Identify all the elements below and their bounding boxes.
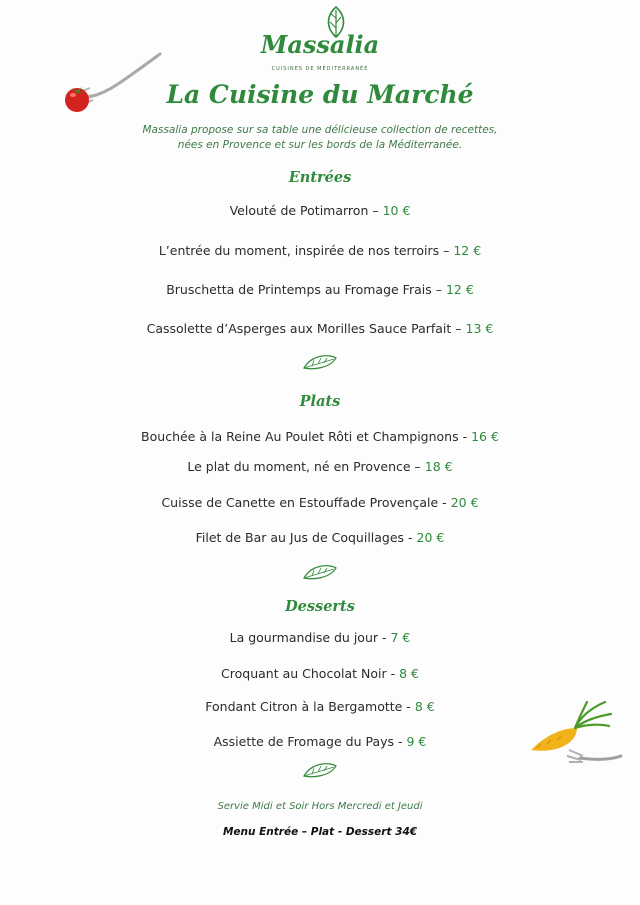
menu-item <box>0 630 640 645</box>
item-price: 13 € <box>465 321 494 336</box>
item-price: 12 € <box>445 282 474 297</box>
item-price: 9 € <box>406 734 427 749</box>
leaf-divider-icon <box>300 352 340 372</box>
leaf-divider-icon <box>300 562 340 582</box>
item-name: La gourmandise du jour - <box>229 630 387 645</box>
item-name: Bouchée à la Reine Au Poulet Rôti et Champignons - <box>141 429 468 444</box>
brand-tagline: CUISINES DE MÉDITERRANÉE <box>271 66 369 72</box>
menu-item <box>0 666 640 681</box>
brand-name: Massalia <box>260 30 380 59</box>
item-price: 7 € <box>390 630 411 645</box>
intro-line-1: Massalia propose sur sa table une délicieuse collection de recettes, <box>142 124 498 136</box>
item-price: 12 € <box>453 243 482 258</box>
item-price: 16 € <box>471 429 499 444</box>
menu-item <box>0 530 640 545</box>
service-hours: Servie Midi et Soir Hors Mercredi et Jeudi <box>217 801 423 812</box>
item-name: Croquant au Chocolat Noir - <box>221 666 396 681</box>
item-name: Fondant Citron à la Bergamotte - <box>205 699 411 714</box>
item-name: Assiette de Fromage du Pays - <box>213 734 403 749</box>
item-price: 20 € <box>450 495 479 510</box>
menu-item <box>0 495 640 510</box>
menu-item <box>0 429 640 444</box>
intro-line-2: nées en Provence et sur les bords de la Méditerranée. <box>177 139 463 151</box>
item-price: 8 € <box>414 699 435 714</box>
item-name: Bruschetta de Printemps au Fromage Frais – <box>166 282 442 297</box>
menu-item <box>0 203 640 218</box>
section-title-entrees: Entrées <box>288 169 352 186</box>
item-price: 18 € <box>424 459 453 474</box>
item-name: Filet de Bar au Jus de Coquillages - <box>195 530 413 545</box>
item-name: Cuisse de Canette en Estouffade Provençale - <box>161 495 447 510</box>
section-title-plats: Plats <box>299 393 341 410</box>
item-price: 8 € <box>399 666 419 681</box>
intro-text <box>0 123 640 153</box>
item-name: Velouté de Potimarron – <box>229 203 379 218</box>
menu-item <box>0 243 640 258</box>
item-name: L’entrée du moment, inspirée de nos terroirs – <box>158 243 450 258</box>
set-menu-price: Menu Entrée – Plat - Dessert 34€ <box>222 826 418 838</box>
carrot-fork-icon <box>525 698 625 770</box>
leaf-divider-icon <box>300 760 340 780</box>
menu-item <box>0 282 640 297</box>
item-price: 10 € <box>382 203 411 218</box>
item-price: 20 € <box>416 530 445 545</box>
section-title-desserts: Desserts <box>285 598 355 615</box>
menu-item <box>0 321 640 336</box>
item-name: Le plat du moment, né en Provence – <box>187 459 421 474</box>
item-name: Cassolette d’Asperges aux Morilles Sauce Parfait – <box>146 321 462 336</box>
menu-item <box>0 459 640 474</box>
page-title: La Cuisine du Marché <box>166 80 474 109</box>
